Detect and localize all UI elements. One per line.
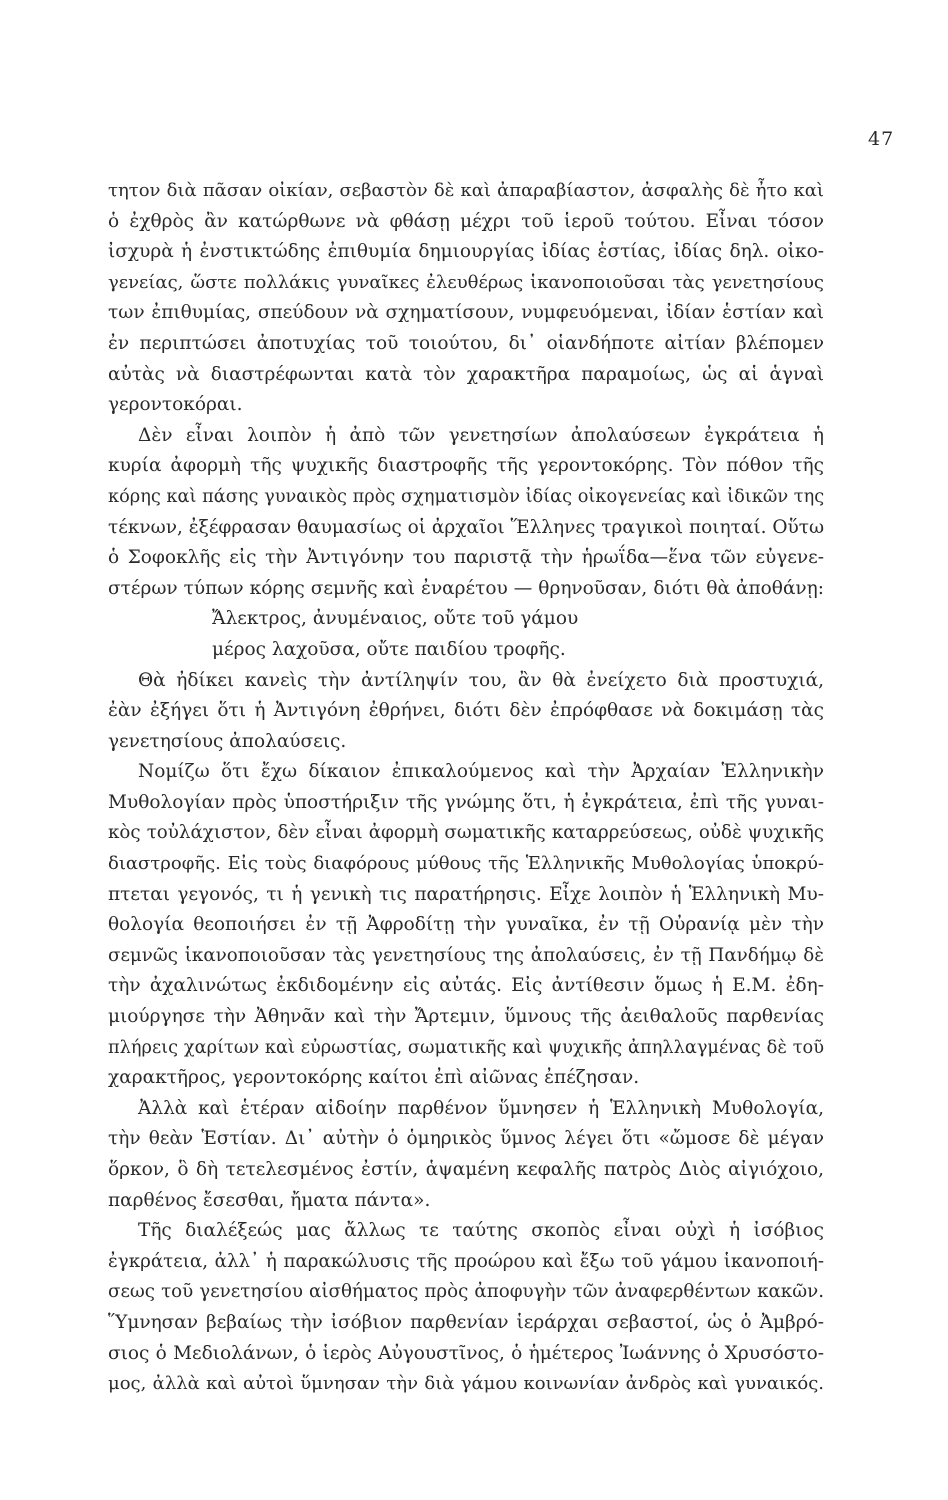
text-line: τητον διὰ πᾶσαν οἰκίαν, σεβαστὸν δὲ καὶ ἀπαραβίαστον, ἀσφαλὴς δὲ ἦτο καὶ [108,180,824,201]
text-line: θολογία θεοποιήσει ἐν τῇ Ἀφροδίτῃ τὴν γυναῖκα, ἐν τῇ Οὐρανίᾳ μὲν τὴν [108,914,824,936]
text-line: των ἐπιθυμίας, σπεύδουν νὰ σχηματίσουν, νυμφευόμεναι, ἰδίαν ἑστίαν καὶ [108,302,824,324]
text-line: γενετησίους ἀπολαύσεις. [108,730,347,752]
text-line: Μυθολογίαν πρὸς ὑποστήριξιν τῆς γνώμης ὅτι, ἡ ἐγκράτεια, ἐπὶ τῆς γυναι- [108,791,824,813]
text-line: γεροντοκόραι. [108,394,243,416]
text-line: Ἀλλὰ καὶ ἑτέραν αἰδοίην παρθένον ὕμνησεν ἡ Ἑλληνικὴ Μυθολογία, [138,1097,824,1119]
text-line: ἰσχυρὰ ἡ ἐνστικτώδης ἐπιθυμία δημιουργίας ἰδίας ἑστίας, ἰδίας δηλ. οἰκο- [108,241,824,263]
body-text [108,176,824,1400]
text-line: κὸς τοὐλάχιστον, δὲν εἶναι ἀφορμὴ σωματικῆς καταρρεύσεως, οὐδὲ ψυχικῆς [108,822,824,844]
page-number: 47 [868,128,895,150]
text-line: πλήρεις χαρίτων καὶ εὐρωστίας, σωματικῆς καὶ ψυχικῆς ἀπηλλαγμένας δὲ τοῦ [108,1037,824,1058]
text-line: τὴν ἀχαλινώτως ἐκδιδομένην εἰς αὐτάς. Εἰς ἀντίθεσιν ὅμως ἡ Ε.Μ. ἐδη- [108,975,824,997]
text-line: σεμνῶς ἱκανοποιοῦσαν τὰς γενετησίους της ἀπολαύσεις, ἐν τῇ Πανδήμῳ δὲ [108,944,824,966]
text-line: Νομίζω ὅτι ἔχω δίκαιον ἐπικαλούμενος καὶ τὴν Ἀρχαίαν Ἑλληνικὴν [138,761,824,783]
text-line: μιούργησε τὴν Ἀθηνᾶν καὶ τὴν Ἄρτεμιν, ὕμνους τῆς ἀειθαλοῦς παρθενίας [108,1006,824,1028]
text-line: σιος ὁ Μεδιολάνων, ὁ ἱερὸς Αὐγουστῖνος, ὁ ἡμέτερος Ἰωάννης ὁ Χρυσόστο- [108,1342,824,1364]
text-line: ὅρκον, ὃ δὴ τετελεσμένος ἐστίν, ἁψαμένη κεφαλῆς πατρὸς Διὸς αἰγιόχοιο, [108,1159,824,1180]
text-line: πτεται γεγονός, τι ἡ γενικὴ τις παρατήρησις. Εἶχε λοιπὸν ἡ Ἑλληνικὴ Μυ- [108,883,824,905]
text-line: παρθένος ἔσεσθαι, ἤματα πάντα». [108,1189,431,1211]
text-line: ὁ ἐχθρὸς ἂν κατώρθωνε νὰ φθάσῃ μέχρι τοῦ ἱεροῦ τούτου. Εἶναι τόσον [108,210,824,232]
text-line: ὁ Σοφοκλῆς εἰς τὴν Ἀντιγόνην του παριστᾷ τὴν ἡρωΐδα—ἕνα τῶν εὐγενε- [108,547,824,569]
text-line: στέρων τύπων κόρης σεμνῆς καὶ ἐναρέτου — θρηνοῦσαν, διότι θὰ ἀποθάνῃ: [108,577,824,599]
text-line: σεως τοῦ γενετησίου αἰσθήματος πρὸς ἀποφυγὴν τῶν ἀναφερθέντων κακῶν. [108,1281,824,1303]
text-line: αὐτὰς νὰ διαστρέφωνται κατὰ τὸν χαρακτῆρα παραμοίως, ὡς αἱ ἁγναὶ [108,363,824,385]
text-line: διαστροφῆς. Εἰς τοὺς διαφόρους μύθους τῆς Ἑλληνικῆς Μυθολογίας ὑποκρύ- [108,853,824,875]
text-line: Θὰ ἠδίκει κανεὶς τὴν ἀντίληψίν του, ἂν θὰ ἐνείχετο διὰ προστυχιά, [138,669,824,691]
text-line: Τῆς διαλέξεώς μας ἄλλως τε ταύτης σκοπὸς εἶναι οὐχὶ ἡ ἰσόβιος [138,1220,824,1242]
text-line: κόρης καὶ πάσης γυναικὸς πρὸς σχηματισμὸν ἰδίας οἰκογενείας καὶ ἰδικῶν της [108,486,824,507]
text-line: γενείας, ὥστε πολλάκις γυναῖκες ἐλευθέρως ἱκανοποιοῦσαι τὰς γενετησίους [108,271,824,293]
text-line: μος, ἀλλὰ καὶ αὐτοὶ ὕμνησαν τὴν διὰ γάμου κοινωνίαν ἀνδρὸς καὶ γυναικός. [108,1373,824,1395]
verse-line: μέρος λαχοῦσα, οὔτε παιδίου τροφῆς. [212,638,566,660]
text-line: Δὲν εἶναι λοιπὸν ἡ ἀπὸ τῶν γενετησίων ἀπολαύσεων ἐγκράτεια ἡ [138,424,824,446]
text-line: ἐν περιπτώσει ἀποτυχίας τοῦ τοιούτου, δι᾿ οἱανδήποτε αἰτίαν βλέπομεν [108,332,824,354]
verse-line: Ἄλεκτρος, ἀνυμέναιος, οὔτε τοῦ γάμου [212,608,579,630]
text-line: ἐγκράτεια, ἀλλ᾿ ἡ παρακώλυσις τῆς προώρου καὶ ἔξω τοῦ γάμου ἱκανοποιή- [108,1250,824,1272]
text-line: τέκνων, ἐξέφρασαν θαυμασίως οἱ ἀρχαῖοι Ἕλληνες τραγικοὶ ποιηταί. Οὕτω [108,516,824,538]
text-line: Ὕμνησαν βεβαίως τὴν ἰσόβιον παρθενίαν ἱεράρχαι σεβαστοί, ὡς ὁ Ἀμβρό- [108,1311,824,1333]
text-line: χαρακτῆρος, γεροντοκόρης καίτοι ἐπὶ αἰῶνας ἐπέζησαν. [108,1067,640,1089]
text-line: ἐὰν ἐξήγει ὅτι ἡ Ἀντιγόνη ἐθρήνει, διότι δὲν ἐπρόφθασε νὰ δοκιμάσῃ τὰς [108,700,824,722]
text-line: κυρία ἀφορμὴ τῆς ψυχικῆς διαστροφῆς τῆς γεροντοκόρης. Τὸν πόθον τῆς [108,455,824,477]
text-line: τὴν θεὰν Ἑστίαν. Δι᾿ αὐτὴν ὁ ὁμηρικὸς ὕμνος λέγει ὅτι «ὤμοσε δὲ μέγαν [108,1128,824,1150]
